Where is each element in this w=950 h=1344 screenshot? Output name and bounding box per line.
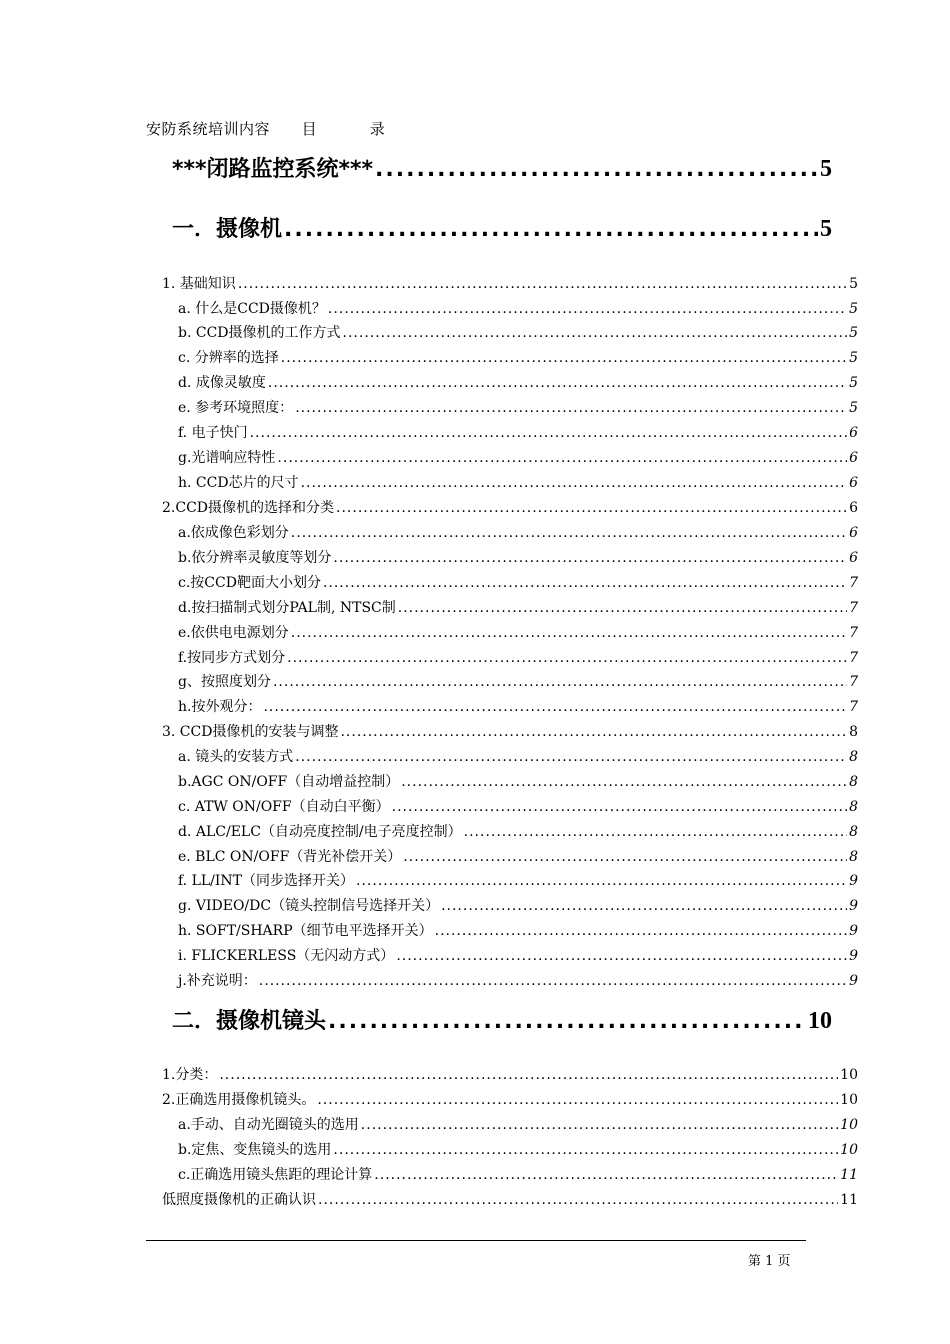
toc-page-number: 8 <box>849 774 858 790</box>
toc-entry-title: e. 参考环境照度： <box>178 400 294 416</box>
toc-page-number: 6 <box>849 550 858 566</box>
toc-entry[interactable] <box>178 472 858 492</box>
toc-leader-dots <box>328 1009 806 1034</box>
toc-leader-dots <box>398 600 847 616</box>
toc-page-number: 11 <box>840 1167 858 1183</box>
toc-leader-dots <box>403 849 847 865</box>
toc-page-number: 7 <box>849 699 858 715</box>
toc-entry-title: a. 镜头的安装方式 <box>178 749 294 765</box>
toc-entry-title: 2.正确选用摄像机镜头。 <box>162 1092 316 1108</box>
toc-page-number: 10 <box>840 1117 858 1133</box>
toc-entry[interactable] <box>178 920 858 940</box>
toc-page-number: 7 <box>849 650 858 666</box>
toc-leader-dots <box>250 425 847 441</box>
toc-entry[interactable] <box>178 447 858 467</box>
toc-entry[interactable] <box>178 572 858 592</box>
toc-leader-dots <box>435 923 847 939</box>
toc-leader-dots <box>333 1142 838 1158</box>
toc-leader-dots <box>333 550 847 566</box>
toc-entry[interactable] <box>178 1139 858 1159</box>
toc-entry[interactable] <box>162 497 858 517</box>
toc-entry-title: j.补充说明： <box>178 973 257 989</box>
toc-page-number: 6 <box>849 525 858 541</box>
toc-entry-title: f. 电子快门 <box>178 425 248 441</box>
toc-entry-title: 2.CCD摄像机的选择和分类 <box>162 500 335 516</box>
toc-entry[interactable] <box>178 846 858 866</box>
toc-entry-title: g.光谱响应特性 <box>178 450 276 466</box>
toc-page-number: 8 <box>849 849 858 865</box>
toc-entry[interactable] <box>162 721 858 741</box>
toc-leader-dots <box>374 1167 838 1183</box>
toc-page-number: 5 <box>849 301 858 317</box>
toc-leader-dots <box>441 898 847 914</box>
toc-entry-title: e. BLC ON/OFF（背光补偿开关） <box>178 849 402 865</box>
toc-entry[interactable] <box>172 152 832 183</box>
toc-page-number: 8 <box>849 749 858 765</box>
toc-entry-title: d. ALC/ELC（自动亮度控制/电子亮度控制） <box>178 824 462 840</box>
toc-page-number: 9 <box>849 973 858 989</box>
toc-leader-dots <box>238 276 847 292</box>
toc-entry-title: c.按CCD靶面大小划分 <box>178 575 321 591</box>
toc-entry-title: d. 成像灵敏度 <box>178 375 266 391</box>
page-number: 第 1 页 <box>748 1254 791 1269</box>
toc-leader-dots <box>277 450 847 466</box>
toc-page-number: 5 <box>849 350 858 366</box>
toc-entry-title: a.依成像色彩划分 <box>178 525 289 541</box>
toc-entry[interactable] <box>178 597 858 617</box>
toc-leader-dots <box>219 1067 838 1083</box>
toc-leader-dots <box>356 873 847 889</box>
toc-leader-dots <box>287 650 847 666</box>
toc-page-number: 5 <box>849 276 858 292</box>
toc-entry[interactable] <box>178 771 858 791</box>
toc-page-number: 10 <box>840 1142 858 1158</box>
toc-entry-title: g. VIDEO/DC（镜头控制信号选择开关） <box>178 898 440 914</box>
toc-entry-title: c. 分辨率的选择 <box>178 350 279 366</box>
toc-leader-dots <box>318 1192 838 1208</box>
toc-entry-title: a.手动、自动光圈镜头的选用 <box>178 1117 359 1133</box>
toc-page-number: 7 <box>849 625 858 641</box>
toc-entry[interactable] <box>172 212 832 243</box>
toc-leader-dots <box>396 948 847 964</box>
toc-page-number: 5 <box>820 216 832 242</box>
toc-entry[interactable] <box>178 696 858 716</box>
toc-entry[interactable] <box>178 796 858 816</box>
toc-leader-dots <box>281 350 847 366</box>
toc-entry-title: f. LL/INT（同步选择开关） <box>178 873 355 889</box>
toc-page-number: 9 <box>849 923 858 939</box>
toc-entry[interactable] <box>178 522 858 542</box>
toc-entry-title: i. FLICKERLESS（无闪动方式） <box>178 948 395 964</box>
toc-entry[interactable] <box>178 945 858 965</box>
toc-leader-dots <box>361 1117 838 1133</box>
toc-entry-title: 1. 基础知识 <box>162 276 236 292</box>
toc-entry-title: g、按照度划分 <box>178 674 271 690</box>
toc-entry[interactable] <box>178 821 858 841</box>
toc-entry[interactable] <box>178 1164 858 1184</box>
toc-entry[interactable] <box>172 1004 832 1035</box>
document-header: 安防系统培训内容 目 录 <box>146 120 386 138</box>
toc-page-number: 9 <box>849 898 858 914</box>
toc-entry-title: 3. CCD摄像机的安装与调整 <box>162 724 339 740</box>
toc-leader-dots <box>295 400 847 416</box>
toc-entry-title: h. CCD芯片的尺寸 <box>178 475 299 491</box>
toc-entry-title: b. CCD摄像机的工作方式 <box>178 325 341 341</box>
toc-entry-title: a. 什么是CCD摄像机？ <box>178 301 326 317</box>
toc-entry[interactable] <box>178 347 858 367</box>
toc-entry-title: 1.分类： <box>162 1067 218 1083</box>
toc-page-number: 5 <box>849 400 858 416</box>
toc-entry-title: f.按同步方式划分 <box>178 650 286 666</box>
toc-entry[interactable] <box>162 1064 858 1084</box>
toc-page-number: 8 <box>849 724 858 740</box>
toc-entry-title: h. SOFT/SHARP（细节电平选择开关） <box>178 923 433 939</box>
toc-entry-title: 二．摄像机镜头 <box>172 1009 327 1034</box>
toc-entry-title: d.按扫描制式划分PAL制, NTSC制 <box>178 600 396 616</box>
toc-page-number: 6 <box>849 425 858 441</box>
footer-divider <box>146 1240 806 1241</box>
toc-leader-dots <box>259 973 847 989</box>
toc-page-number: 5 <box>849 325 858 341</box>
toc-leader-dots <box>263 699 847 715</box>
toc-entry-title: ***闭路监控系统*** <box>172 157 374 182</box>
toc-page-number: 8 <box>849 824 858 840</box>
toc-entry[interactable] <box>178 746 858 766</box>
toc-entry-title: e.依供电电源划分 <box>178 625 289 641</box>
toc-leader-dots <box>291 625 847 641</box>
toc-entry[interactable] <box>178 298 858 318</box>
toc-leader-dots <box>375 157 818 182</box>
toc-page-number: 5 <box>820 156 832 182</box>
toc-leader-dots <box>340 724 847 740</box>
toc-leader-dots <box>295 749 847 765</box>
toc-page-number: 6 <box>849 500 858 516</box>
toc-entry-title: b.依分辨率灵敏度等划分 <box>178 550 332 566</box>
toc-page-number: 7 <box>849 575 858 591</box>
toc-page-number: 8 <box>849 799 858 815</box>
toc-page-number: 10 <box>808 1008 832 1034</box>
toc-leader-dots <box>317 1092 838 1108</box>
toc-entry[interactable] <box>178 970 858 990</box>
toc-entry[interactable] <box>178 372 858 392</box>
toc-entry[interactable] <box>178 895 858 915</box>
toc-leader-dots <box>392 799 847 815</box>
toc-entry[interactable] <box>178 547 858 567</box>
toc-entry[interactable] <box>178 671 858 691</box>
toc-entry-title: c. ATW ON/OFF（自动白平衡） <box>178 799 390 815</box>
toc-entry-title: c.正确选用镜头焦距的理论计算 <box>178 1167 373 1183</box>
toc-entry-title: h.按外观分： <box>178 699 262 715</box>
toc-entry-title: 低照度摄像机的正确认识 <box>162 1192 316 1208</box>
toc-entry[interactable] <box>178 322 858 342</box>
toc-page-number: 6 <box>849 475 858 491</box>
toc-entry[interactable] <box>178 397 858 417</box>
toc-page-number: 10 <box>840 1092 858 1108</box>
toc-entry[interactable] <box>178 422 858 442</box>
toc-leader-dots <box>336 500 847 516</box>
toc-entry[interactable] <box>178 647 858 667</box>
toc-entry-title: b.AGC ON/OFF（自动增益控制） <box>178 774 400 790</box>
toc-entry-title: b.定焦、变焦镜头的选用 <box>178 1142 332 1158</box>
toc-page-number: 7 <box>849 600 858 616</box>
toc-leader-dots <box>291 525 847 541</box>
toc-entry[interactable] <box>178 622 858 642</box>
toc-leader-dots <box>268 375 847 391</box>
toc-leader-dots <box>301 475 848 491</box>
toc-leader-dots <box>284 217 818 242</box>
toc-page-number: 11 <box>840 1192 858 1208</box>
toc-page-number: 9 <box>849 873 858 889</box>
toc-leader-dots <box>401 774 847 790</box>
toc-entry[interactable] <box>162 1089 858 1109</box>
toc-leader-dots <box>273 674 847 690</box>
toc-page-number: 6 <box>849 450 858 466</box>
toc-entry[interactable] <box>162 273 858 293</box>
toc-entry[interactable] <box>162 1189 858 1209</box>
toc-entry[interactable] <box>178 1114 858 1134</box>
toc-page-number: 9 <box>849 948 858 964</box>
toc-leader-dots <box>323 575 847 591</box>
toc-page-number: 5 <box>849 375 858 391</box>
toc-page-number: 7 <box>849 674 858 690</box>
toc-page-number: 10 <box>840 1067 858 1083</box>
toc-leader-dots <box>464 824 847 840</box>
toc-entry[interactable] <box>178 870 858 890</box>
toc-leader-dots <box>343 325 848 341</box>
toc-leader-dots <box>328 301 847 317</box>
toc-entry-title: 一．摄像机 <box>172 217 283 242</box>
